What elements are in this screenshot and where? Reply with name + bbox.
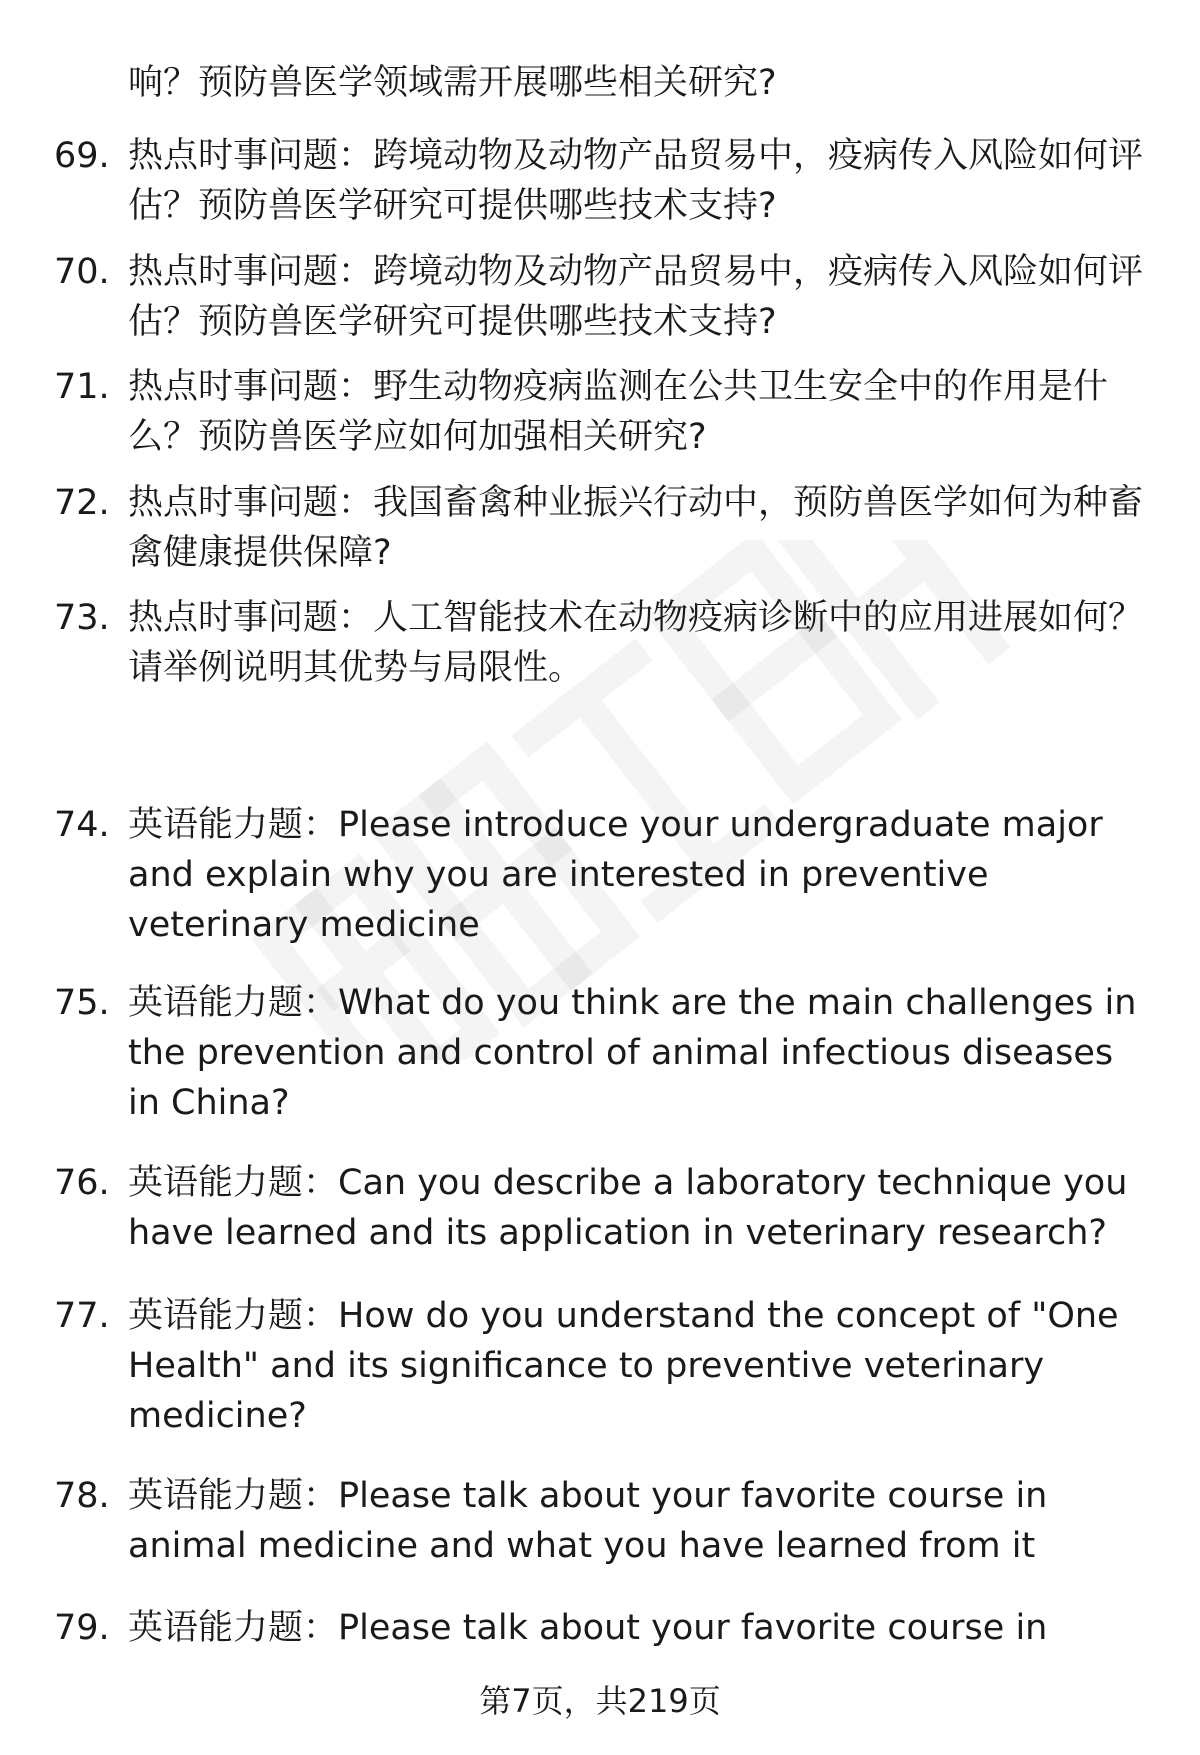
item-text: 热点时事问题：人工智能技术在动物疫病诊断中的应用进展如何？请举例说明其优势与局限性。 (128, 598, 1144, 688)
item-number: 78. (54, 1476, 110, 1516)
item-text: 英语能力题：What do you think are the main challenges in the prevention and control of animal infectious diseases in China? (128, 983, 1137, 1123)
item-number: 76. (54, 1163, 110, 1203)
item-text: 英语能力题：Can you describe a laboratory technique you have learned and its application in veterinary research? (128, 1163, 1128, 1253)
item-number: 75. (54, 983, 110, 1023)
item-number: 74. (54, 805, 110, 845)
item-text: 热点时事问题：跨境动物及动物产品贸易中，疫病传入风险如何评估？预防兽医学研究可提供哪些技术支持? (128, 252, 1144, 342)
item-text: 英语能力题：Please talk about your favorite course in (128, 1608, 1048, 1648)
item-number: 70. (54, 252, 110, 292)
item-number: 69. (54, 136, 110, 176)
page-footer: 第7页，共219页 (479, 1682, 721, 1720)
item-text: 英语能力题：Please introduce your undergraduate major and explain why you are interested in preventive veterinary medicine (128, 805, 1103, 945)
item-text: 英语能力题：How do you understand the concept of "One Health" and its significance to preventive veterinary medicine? (128, 1296, 1119, 1436)
item-number: 79. (54, 1608, 110, 1648)
item-text: 英语能力题：Please talk about your favorite course in animal medicine and what you have learned from it (128, 1476, 1048, 1566)
item-text: 热点时事问题：跨境动物及动物产品贸易中，疫病传入风险如何评估？预防兽医学研究可提供哪些技术支持? (128, 136, 1144, 226)
item-number: 71. (54, 367, 110, 407)
item-number: 73. (54, 598, 110, 638)
item-text: 热点时事问题：我国畜禽种业振兴行动中，预防兽医学如何为种畜禽健康提供保障? (128, 483, 1144, 573)
item-text: 热点时事问题：野生动物疫病监测在公共卫生安全中的作用是什么？预防兽医学应如何加强相关研究? (128, 367, 1109, 457)
item-number: 72. (54, 483, 110, 523)
item-number: 77. (54, 1296, 110, 1336)
continuation-text: 响？预防兽医学领域需开展哪些相关研究? (128, 63, 777, 103)
